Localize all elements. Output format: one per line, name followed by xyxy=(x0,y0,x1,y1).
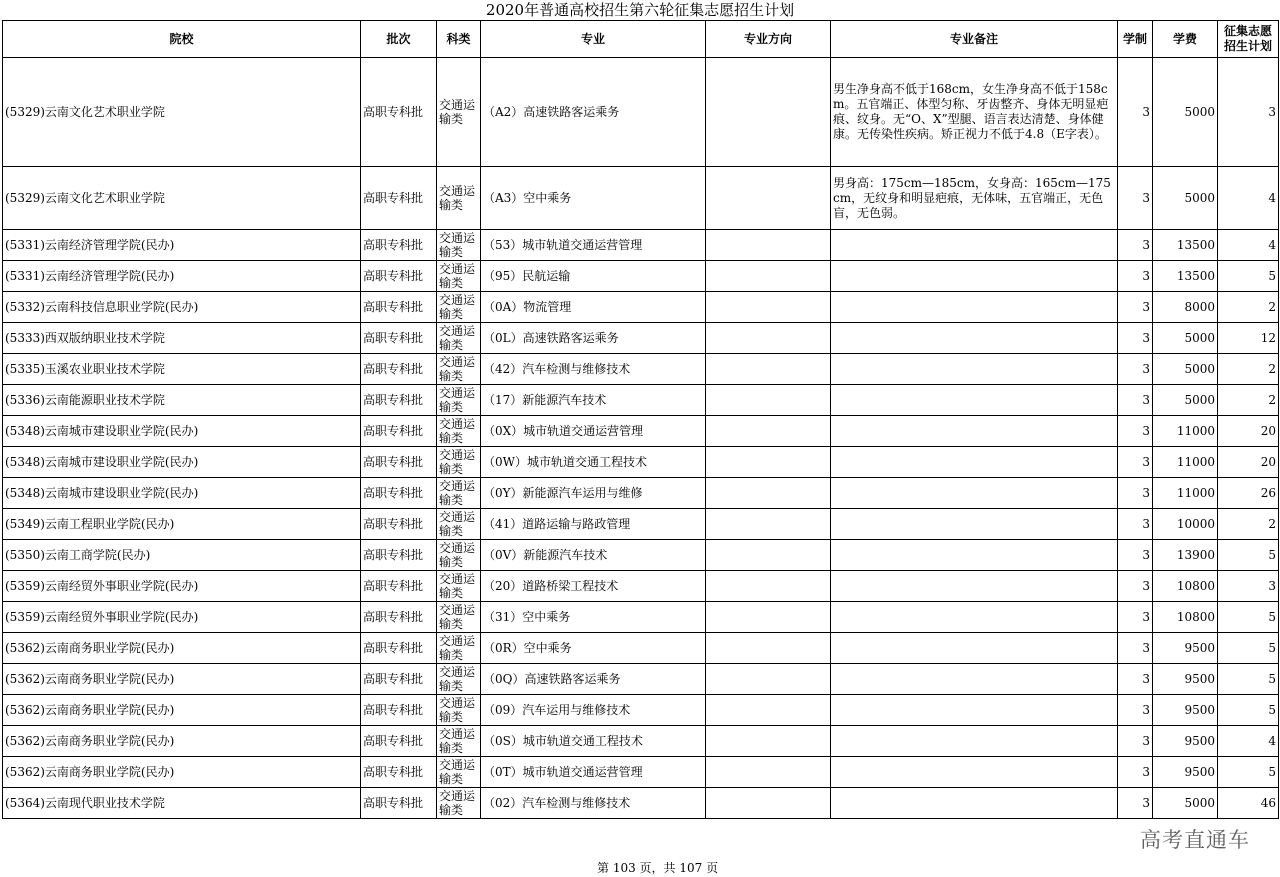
table-row xyxy=(3,478,1279,509)
major-cell: （0X）城市轨道交通运营管理 xyxy=(481,416,706,447)
plan-cell: 5 xyxy=(1218,695,1279,726)
batch-cell: 高职专科批 xyxy=(361,509,437,540)
header-plan xyxy=(1218,21,1279,58)
years-cell: 3 xyxy=(1118,385,1153,416)
remark-cell xyxy=(831,757,1118,788)
major-cell: （42）汽车检测与维修技术 xyxy=(481,354,706,385)
school-cell: (5331)云南经济管理学院(民办) xyxy=(3,230,361,261)
tuition-cell: 5000 xyxy=(1153,385,1218,416)
plan-cell: 26 xyxy=(1218,478,1279,509)
tuition-cell: 9500 xyxy=(1153,633,1218,664)
school-cell: (5336)云南能源职业技术学院 xyxy=(3,385,361,416)
category-cell: 交通运输类 xyxy=(437,323,481,354)
batch-cell: 高职专科批 xyxy=(361,664,437,695)
category-cell: 交通运输类 xyxy=(437,726,481,757)
direction-cell xyxy=(706,292,831,323)
years-cell: 3 xyxy=(1118,261,1153,292)
plan-cell: 5 xyxy=(1218,540,1279,571)
tuition-cell: 5000 xyxy=(1153,58,1218,167)
category-cell: 交通运输类 xyxy=(437,664,481,695)
remark-cell xyxy=(831,664,1118,695)
table-row xyxy=(3,757,1279,788)
major-cell: （0V）新能源汽车技术 xyxy=(481,540,706,571)
direction-cell xyxy=(706,695,831,726)
school-cell: (5332)云南科技信息职业学院(民办) xyxy=(3,292,361,323)
batch-cell: 高职专科批 xyxy=(361,571,437,602)
remark-cell: 男生净身高不低于168cm，女生净身高不低于158cm。五官端正、体型匀称、牙齿整齐、身体无明显疤痕、纹身。无“O、X”型腿、语言表达清楚、身体健康。无传染性疾病。矫正视力不低于4.8（E字表）。 xyxy=(831,58,1118,167)
header-remark: 专业备注 xyxy=(831,21,1118,58)
major-cell: （0Q）高速铁路客运乘务 xyxy=(481,664,706,695)
school-cell: (5348)云南城市建设职业学院(民办) xyxy=(3,478,361,509)
table-row xyxy=(3,447,1279,478)
major-cell: （0T）城市轨道交通运营管理 xyxy=(481,757,706,788)
tuition-cell: 11000 xyxy=(1153,447,1218,478)
batch-cell: 高职专科批 xyxy=(361,540,437,571)
school-cell: (5329)云南文化艺术职业学院 xyxy=(3,58,361,167)
batch-cell: 高职专科批 xyxy=(361,323,437,354)
remark-cell xyxy=(831,602,1118,633)
category-cell: 交通运输类 xyxy=(437,385,481,416)
category-cell: 交通运输类 xyxy=(437,571,481,602)
batch-cell: 高职专科批 xyxy=(361,58,437,167)
direction-cell xyxy=(706,509,831,540)
plan-cell: 2 xyxy=(1218,292,1279,323)
tuition-cell: 13500 xyxy=(1153,230,1218,261)
school-cell: (5359)云南经贸外事职业学院(民办) xyxy=(3,602,361,633)
tuition-cell: 10800 xyxy=(1153,602,1218,633)
major-cell: （0Y）新能源汽车运用与维修 xyxy=(481,478,706,509)
major-cell: （02）汽车检测与维修技术 xyxy=(481,788,706,819)
table-row xyxy=(3,726,1279,757)
table-row xyxy=(3,695,1279,726)
tuition-cell: 5000 xyxy=(1153,167,1218,230)
admission-plan-table xyxy=(2,20,1279,819)
table-row xyxy=(3,540,1279,571)
years-cell: 3 xyxy=(1118,540,1153,571)
years-cell: 3 xyxy=(1118,633,1153,664)
years-cell: 3 xyxy=(1118,602,1153,633)
direction-cell xyxy=(706,447,831,478)
table-row xyxy=(3,323,1279,354)
school-cell: (5333)西双版纳职业技术学院 xyxy=(3,323,361,354)
direction-cell xyxy=(706,757,831,788)
years-cell: 3 xyxy=(1118,292,1153,323)
direction-cell xyxy=(706,58,831,167)
table-row xyxy=(3,788,1279,819)
major-cell: （0R）空中乘务 xyxy=(481,633,706,664)
years-cell: 3 xyxy=(1118,230,1153,261)
major-cell: （0L）高速铁路客运乘务 xyxy=(481,323,706,354)
school-cell: (5348)云南城市建设职业学院(民办) xyxy=(3,416,361,447)
table-row xyxy=(3,571,1279,602)
category-cell: 交通运输类 xyxy=(437,633,481,664)
batch-cell: 高职专科批 xyxy=(361,633,437,664)
tuition-cell: 10800 xyxy=(1153,571,1218,602)
table-row xyxy=(3,385,1279,416)
direction-cell xyxy=(706,602,831,633)
tuition-cell: 13500 xyxy=(1153,261,1218,292)
table-row xyxy=(3,602,1279,633)
plan-cell: 4 xyxy=(1218,230,1279,261)
tuition-cell: 9500 xyxy=(1153,757,1218,788)
category-cell: 交通运输类 xyxy=(437,261,481,292)
tuition-cell: 5000 xyxy=(1153,788,1218,819)
category-cell: 交通运输类 xyxy=(437,478,481,509)
years-cell: 3 xyxy=(1118,571,1153,602)
table-row xyxy=(3,261,1279,292)
direction-cell xyxy=(706,478,831,509)
tuition-cell: 13900 xyxy=(1153,540,1218,571)
school-cell: (5362)云南商务职业学院(民办) xyxy=(3,726,361,757)
major-cell: （A2）高速铁路客运乘务 xyxy=(481,58,706,167)
school-cell: (5348)云南城市建设职业学院(民办) xyxy=(3,447,361,478)
school-cell: (5362)云南商务职业学院(民办) xyxy=(3,633,361,664)
table-row xyxy=(3,354,1279,385)
major-cell: （0S）城市轨道交通工程技术 xyxy=(481,726,706,757)
header-plan-label: 征集志愿招生计划 xyxy=(1224,24,1273,53)
school-cell: (5362)云南商务职业学院(民办) xyxy=(3,695,361,726)
years-cell: 3 xyxy=(1118,788,1153,819)
batch-cell: 高职专科批 xyxy=(361,385,437,416)
tuition-cell: 11000 xyxy=(1153,416,1218,447)
years-cell: 3 xyxy=(1118,167,1153,230)
plan-cell: 46 xyxy=(1218,788,1279,819)
remark-cell xyxy=(831,230,1118,261)
years-cell: 3 xyxy=(1118,58,1153,167)
batch-cell: 高职专科批 xyxy=(361,602,437,633)
batch-cell: 高职专科批 xyxy=(361,788,437,819)
direction-cell xyxy=(706,354,831,385)
tuition-cell: 9500 xyxy=(1153,664,1218,695)
tuition-cell: 8000 xyxy=(1153,292,1218,323)
table-row xyxy=(3,292,1279,323)
category-cell: 交通运输类 xyxy=(437,695,481,726)
category-cell: 交通运输类 xyxy=(437,540,481,571)
header-tuition: 学费 xyxy=(1153,21,1218,58)
years-cell: 3 xyxy=(1118,509,1153,540)
batch-cell: 高职专科批 xyxy=(361,354,437,385)
batch-cell: 高职专科批 xyxy=(361,261,437,292)
school-cell: (5329)云南文化艺术职业学院 xyxy=(3,167,361,230)
tuition-cell: 9500 xyxy=(1153,726,1218,757)
remark-cell: 男身高：175cm—185cm，女身高：165cm—175cm，无纹身和明显疤痕，无体味，五官端正，无色盲，无色弱。 xyxy=(831,167,1118,230)
remark-cell xyxy=(831,416,1118,447)
major-cell: （A3）空中乘务 xyxy=(481,167,706,230)
years-cell: 3 xyxy=(1118,664,1153,695)
plan-cell: 2 xyxy=(1218,509,1279,540)
direction-cell xyxy=(706,664,831,695)
direction-cell xyxy=(706,230,831,261)
major-cell: （09）汽车运用与维修技术 xyxy=(481,695,706,726)
remark-cell xyxy=(831,788,1118,819)
table-body xyxy=(3,58,1279,819)
table-row xyxy=(3,58,1279,167)
batch-cell: 高职专科批 xyxy=(361,416,437,447)
batch-cell: 高职专科批 xyxy=(361,292,437,323)
page-title: 2020年普通高校招生第六轮征集志愿招生计划 xyxy=(485,1,795,19)
category-cell: 交通运输类 xyxy=(437,602,481,633)
header-major: 专业 xyxy=(481,21,706,58)
tuition-cell: 9500 xyxy=(1153,695,1218,726)
direction-cell xyxy=(706,726,831,757)
years-cell: 3 xyxy=(1118,447,1153,478)
major-cell: （17）新能源汽车技术 xyxy=(481,385,706,416)
category-cell: 交通运输类 xyxy=(437,292,481,323)
table-row xyxy=(3,509,1279,540)
watermark: 高考直通车 xyxy=(1140,829,1250,852)
batch-cell: 高职专科批 xyxy=(361,757,437,788)
batch-cell: 高职专科批 xyxy=(361,447,437,478)
plan-cell: 3 xyxy=(1218,571,1279,602)
category-cell: 交通运输类 xyxy=(437,447,481,478)
plan-cell: 5 xyxy=(1218,757,1279,788)
plan-cell: 4 xyxy=(1218,726,1279,757)
school-cell: (5359)云南经贸外事职业学院(民办) xyxy=(3,571,361,602)
direction-cell xyxy=(706,261,831,292)
tuition-cell: 10000 xyxy=(1153,509,1218,540)
major-cell: （20）道路桥梁工程技术 xyxy=(481,571,706,602)
batch-cell: 高职专科批 xyxy=(361,230,437,261)
major-cell: （31）空中乘务 xyxy=(481,602,706,633)
direction-cell xyxy=(706,167,831,230)
years-cell: 3 xyxy=(1118,416,1153,447)
remark-cell xyxy=(831,447,1118,478)
remark-cell xyxy=(831,261,1118,292)
tuition-cell: 5000 xyxy=(1153,323,1218,354)
school-cell: (5350)云南工商学院(民办) xyxy=(3,540,361,571)
header-years: 学制 xyxy=(1118,21,1153,58)
plan-cell: 2 xyxy=(1218,354,1279,385)
plan-cell: 5 xyxy=(1218,633,1279,664)
table-row xyxy=(3,416,1279,447)
plan-cell: 5 xyxy=(1218,664,1279,695)
school-cell: (5364)云南现代职业技术学院 xyxy=(3,788,361,819)
batch-cell: 高职专科批 xyxy=(361,478,437,509)
school-cell: (5349)云南工程职业学院(民办) xyxy=(3,509,361,540)
category-cell: 交通运输类 xyxy=(437,509,481,540)
category-cell: 交通运输类 xyxy=(437,167,481,230)
remark-cell xyxy=(831,571,1118,602)
direction-cell xyxy=(706,633,831,664)
major-cell: （41）道路运输与路政管理 xyxy=(481,509,706,540)
years-cell: 3 xyxy=(1118,354,1153,385)
table-row xyxy=(3,633,1279,664)
plan-cell: 12 xyxy=(1218,323,1279,354)
plan-cell: 3 xyxy=(1218,58,1279,167)
direction-cell xyxy=(706,385,831,416)
remark-cell xyxy=(831,695,1118,726)
remark-cell xyxy=(831,726,1118,757)
years-cell: 3 xyxy=(1118,726,1153,757)
table-row xyxy=(3,230,1279,261)
header-institution: 院校 xyxy=(3,21,361,58)
header-category: 科类 xyxy=(437,21,481,58)
remark-cell xyxy=(831,354,1118,385)
header-batch: 批次 xyxy=(361,21,437,58)
school-cell: (5362)云南商务职业学院(民办) xyxy=(3,757,361,788)
remark-cell xyxy=(831,633,1118,664)
category-cell: 交通运输类 xyxy=(437,230,481,261)
category-cell: 交通运输类 xyxy=(437,58,481,167)
category-cell: 交通运输类 xyxy=(437,416,481,447)
school-cell: (5362)云南商务职业学院(民办) xyxy=(3,664,361,695)
remark-cell xyxy=(831,540,1118,571)
category-cell: 交通运输类 xyxy=(437,788,481,819)
years-cell: 3 xyxy=(1118,695,1153,726)
direction-cell xyxy=(706,323,831,354)
school-cell: (5331)云南经济管理学院(民办) xyxy=(3,261,361,292)
remark-cell xyxy=(831,385,1118,416)
major-cell: （0W）城市轨道交通工程技术 xyxy=(481,447,706,478)
major-cell: （53）城市轨道交通运营管理 xyxy=(481,230,706,261)
remark-cell xyxy=(831,509,1118,540)
table-header-row xyxy=(3,21,1279,58)
plan-cell: 5 xyxy=(1218,261,1279,292)
plan-cell: 2 xyxy=(1218,385,1279,416)
plan-cell: 4 xyxy=(1218,167,1279,230)
years-cell: 3 xyxy=(1118,757,1153,788)
batch-cell: 高职专科批 xyxy=(361,726,437,757)
remark-cell xyxy=(831,478,1118,509)
years-cell: 3 xyxy=(1118,478,1153,509)
batch-cell: 高职专科批 xyxy=(361,167,437,230)
school-cell: (5335)玉溪农业职业技术学院 xyxy=(3,354,361,385)
table-row xyxy=(3,167,1279,230)
remark-cell xyxy=(831,292,1118,323)
major-cell: （95）民航运输 xyxy=(481,261,706,292)
remark-cell xyxy=(831,323,1118,354)
category-cell: 交通运输类 xyxy=(437,757,481,788)
direction-cell xyxy=(706,416,831,447)
table-row xyxy=(3,664,1279,695)
category-cell: 交通运输类 xyxy=(437,354,481,385)
tuition-cell: 11000 xyxy=(1153,478,1218,509)
plan-cell: 20 xyxy=(1218,447,1279,478)
batch-cell: 高职专科批 xyxy=(361,695,437,726)
direction-cell xyxy=(706,571,831,602)
plan-cell: 5 xyxy=(1218,602,1279,633)
direction-cell xyxy=(706,788,831,819)
tuition-cell: 5000 xyxy=(1153,354,1218,385)
page-number-footer: 第 103 页，共 107 页 xyxy=(597,861,719,875)
direction-cell xyxy=(706,540,831,571)
years-cell: 3 xyxy=(1118,323,1153,354)
header-direction: 专业方向 xyxy=(706,21,831,58)
major-cell: （0A）物流管理 xyxy=(481,292,706,323)
plan-cell: 20 xyxy=(1218,416,1279,447)
